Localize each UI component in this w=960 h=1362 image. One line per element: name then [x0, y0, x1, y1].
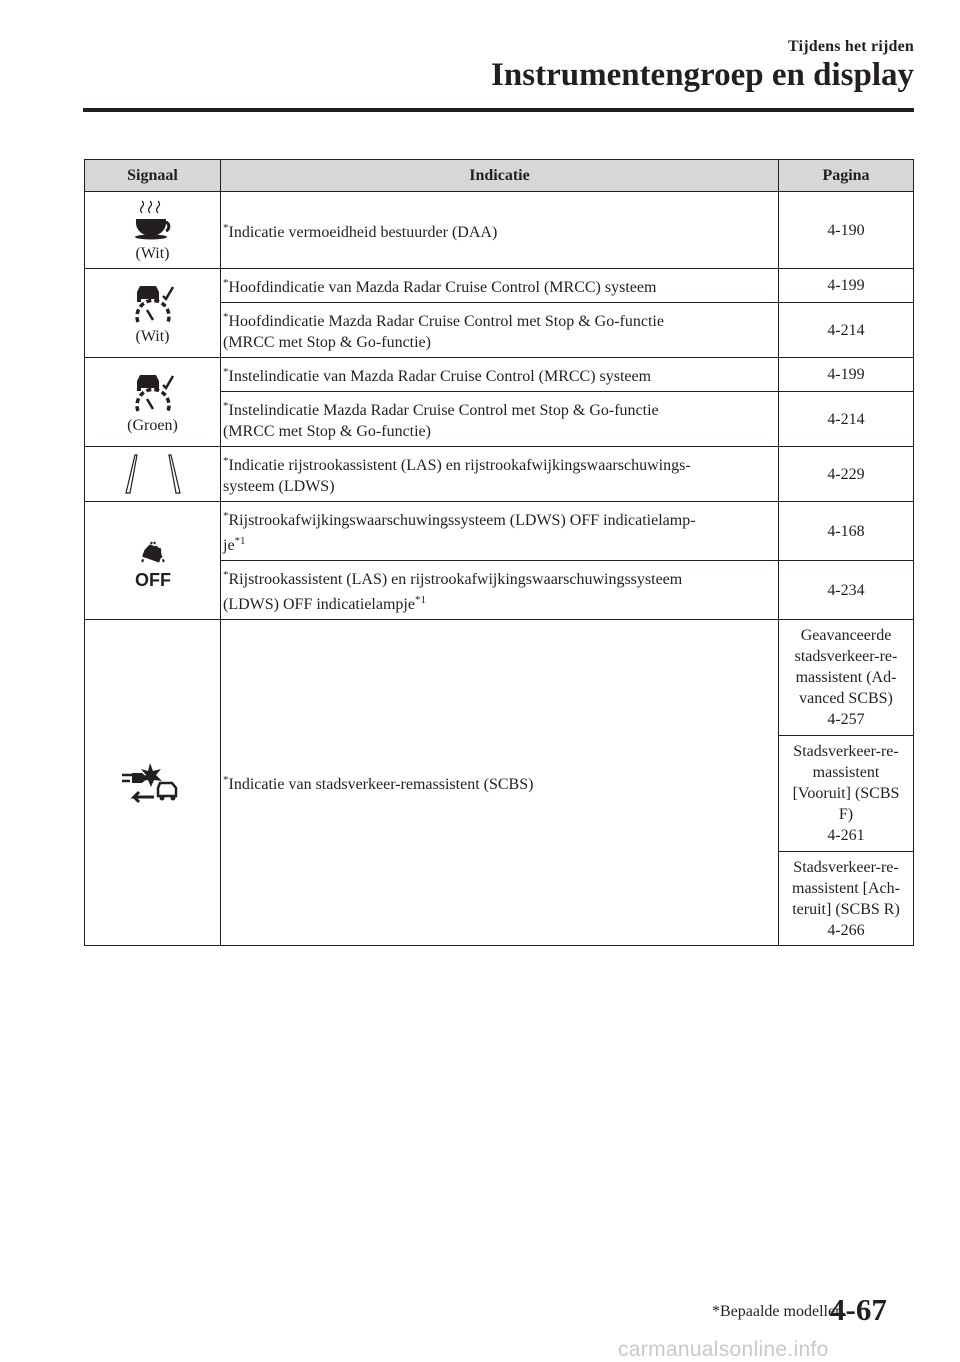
table-header-row	[85, 160, 914, 192]
section-title: Tijdens het rijden	[788, 38, 914, 55]
signal-cell	[85, 447, 221, 502]
table-row	[85, 447, 914, 502]
col-indication-header: Indicatie	[221, 160, 779, 192]
page-ref: 4-199	[779, 358, 914, 392]
lane-lines-icon	[118, 453, 188, 495]
watermark: carmanualsonline.info	[618, 1338, 829, 1361]
page-ref: 4-214	[779, 303, 914, 358]
indication-cell: *Indicatie rijstrookassistent (LAS) en rijstrookafwijkingswaarschuwings- systeem (LDWS)	[221, 447, 779, 502]
table-row	[85, 358, 914, 392]
collision-brake-icon	[120, 761, 186, 805]
radar-cruise-icon	[128, 280, 178, 324]
table-row	[85, 192, 914, 269]
page-header	[491, 38, 914, 95]
lane-off-icon	[126, 534, 180, 588]
page-ref: Geavanceerde stadsverkeer-re- massistent (Ad- vanced SCBS) 4-257	[779, 620, 914, 736]
chapter-title: Instrumentengroep en display	[491, 57, 914, 93]
signal-cell	[85, 192, 221, 269]
page-ref: 4-234	[779, 561, 914, 620]
page-number: 4-67	[830, 1292, 887, 1327]
signal-cell	[85, 358, 221, 447]
indication-cell: *Hoofdindicatie Mazda Radar Cruise Control met Stop & Go-functie (MRCC met Stop & Go-functie)	[221, 303, 779, 358]
indication-cell: *Instelindicatie van Mazda Radar Cruise Control (MRCC) systeem	[221, 358, 779, 392]
signal-cell	[85, 620, 221, 946]
table-row	[85, 269, 914, 303]
radar-cruise-icon	[128, 369, 178, 413]
indication-cell: *Indicatie vermoeidheid bestuurder (DAA)	[221, 192, 779, 269]
page-ref: Stadsverkeer-re- massistent [Ach- teruit] (SCBS R) 4-266	[779, 852, 914, 946]
signal-table	[84, 159, 914, 946]
table-row	[85, 502, 914, 561]
signal-cell	[85, 269, 221, 358]
header-rule	[83, 108, 914, 112]
page-ref: 4-214	[779, 392, 914, 447]
page-ref: 4-168	[779, 502, 914, 561]
driver-attention-coffee-icon	[128, 197, 178, 241]
off-icon-text: OFF	[134, 569, 171, 588]
col-signal-header: Signaal	[85, 160, 221, 192]
indication-cell: *Rijstrookafwijkingswaarschuwingssysteem (LDWS) OFF indicatielamp- $je^{*1}$	[221, 502, 779, 561]
indication-cell: *Instelindicatie Mazda Radar Cruise Control met Stop & Go-functie (MRCC met Stop & Go-functie)	[221, 392, 779, 447]
col-page-header: Pagina	[779, 160, 914, 192]
footnote: *Bepaalde modellen.	[712, 1303, 848, 1320]
indication-cell: *Hoofdindicatie van Mazda Radar Cruise Control (MRCC) systeem	[221, 269, 779, 303]
table-row	[85, 620, 914, 736]
indication-cell: *Indicatie van stadsverkeer-remassistent (SCBS)	[221, 620, 779, 946]
signal-color-label: (Groen)	[127, 416, 178, 434]
signal-cell	[85, 502, 221, 620]
page-ref: 4-229	[779, 447, 914, 502]
page-ref: 4-199	[779, 269, 914, 303]
signal-color-label: (Wit)	[135, 244, 170, 262]
page-ref: 4-190	[779, 192, 914, 269]
signal-color-label: (Wit)	[135, 327, 170, 345]
indication-cell: *Rijstrookassistent (LAS) en rijstrookafwijkingswaarschuwingssysteem (LDWS) OFF indicatielampje$^{*1}$	[221, 561, 779, 620]
page-ref: Stadsverkeer-re- massistent [Vooruit] (SCBS F) 4-261	[779, 736, 914, 852]
